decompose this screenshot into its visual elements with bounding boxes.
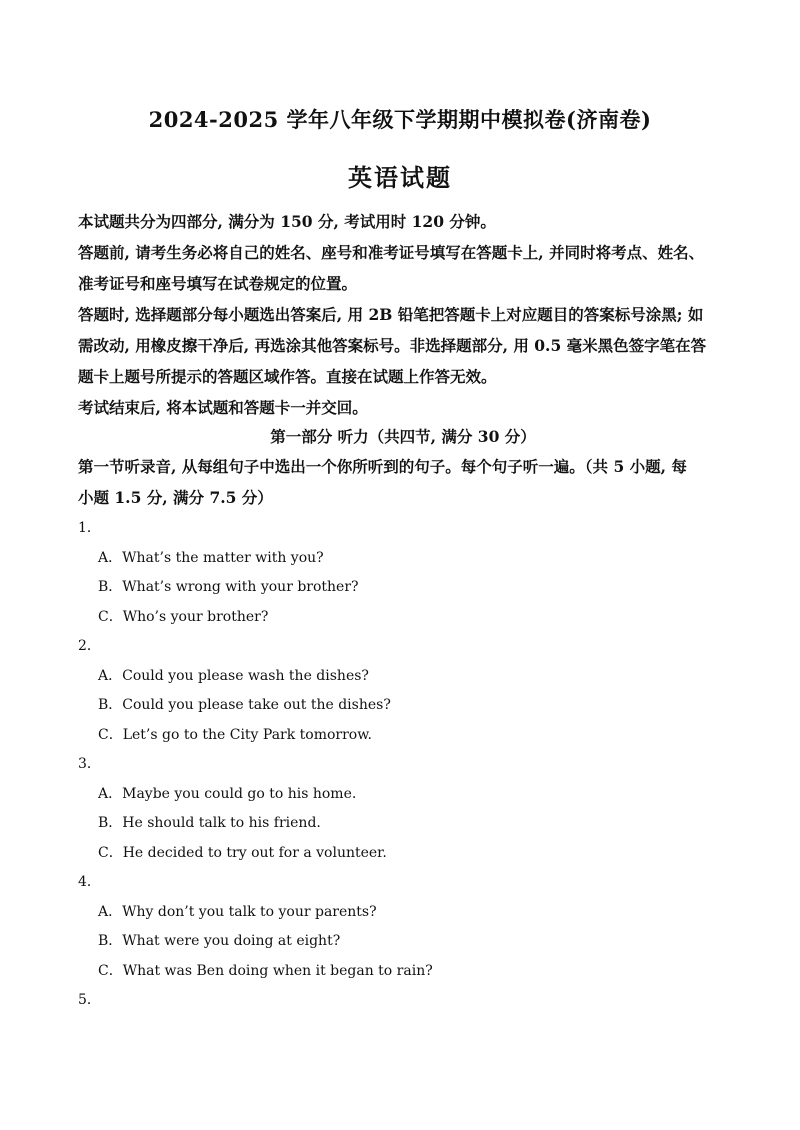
question-number: 1． [78, 520, 101, 536]
section-one-instruction: 第一节听录音, 从每组句子中选出一个你所听到的句子。每个句子听一遍。（共 5 小题, 每 [78, 457, 687, 476]
page-subtitle: 英语试题 [348, 163, 452, 192]
answer-option: A．What’s the matter with you? [98, 549, 324, 566]
answer-option: C．Let’s go to the City Park tomorrow. [98, 726, 373, 743]
instruction-line: 考试结束后, 将本试题和答题卡一并交回。 [78, 398, 368, 417]
instruction-line: 需改动, 用橡皮擦干净后, 再选涂其他答案标号。非选择题部分, 用 0.5 毫米黑色签字笔在答 [78, 336, 707, 355]
question-number: 4． [78, 874, 101, 890]
instruction-line: 准考证号和座号填写在试卷规定的位置。 [78, 274, 358, 293]
instruction-line: 答题前, 请考生务必将自己的姓名、座号和准考证号填写在答题卡上, 并同时将考点、姓名、 [78, 243, 705, 262]
instructions-block [78, 206, 728, 513]
answer-option: B．Could you please take out the dishes? [98, 697, 391, 713]
answer-option: B．What’s wrong with your brother? [98, 579, 359, 595]
answer-option: B．What were you doing at eight? [98, 933, 341, 949]
answer-option: A．Could you please wash the dishes? [98, 667, 369, 684]
question-number: 3． [78, 756, 101, 772]
answer-option: A．Why don’t you talk to your parents? [98, 903, 377, 920]
instruction-line: 题卡上题号所提示的答题区域作答。直接在试题上作答无效。 [78, 367, 497, 386]
instruction-line: 答题时, 选择题部分每小题选出答案后, 用 2B 铅笔把答题卡上对应题目的答案标号涂黑; 如 [78, 305, 704, 324]
answer-option: B．He should talk to his friend. [98, 815, 321, 831]
answer-option: C．What was Ben doing when it began to rain? [98, 962, 433, 979]
answer-option: C．Who’s your brother? [98, 608, 269, 625]
answer-option: C．He decided to try out for a volunteer. [98, 844, 387, 861]
question-number: 2． [78, 638, 101, 654]
answer-option: A．Maybe you could go to his home. [98, 785, 357, 802]
question-number: 5． [78, 992, 101, 1008]
question-list [78, 514, 728, 1016]
section-one-instruction: 小题 1.5 分, 满分 7.5 分） [78, 488, 273, 507]
part-one-heading: 第一部分 听力（共四节, 满分 30 分） [270, 427, 536, 446]
instruction-line: 本试题共分为四部分, 满分为 150 分, 考试用时 120 分钟。 [78, 212, 496, 231]
page-title: 2024-2025 学年八年级下学期期中模拟卷(济南卷) [148, 107, 652, 132]
